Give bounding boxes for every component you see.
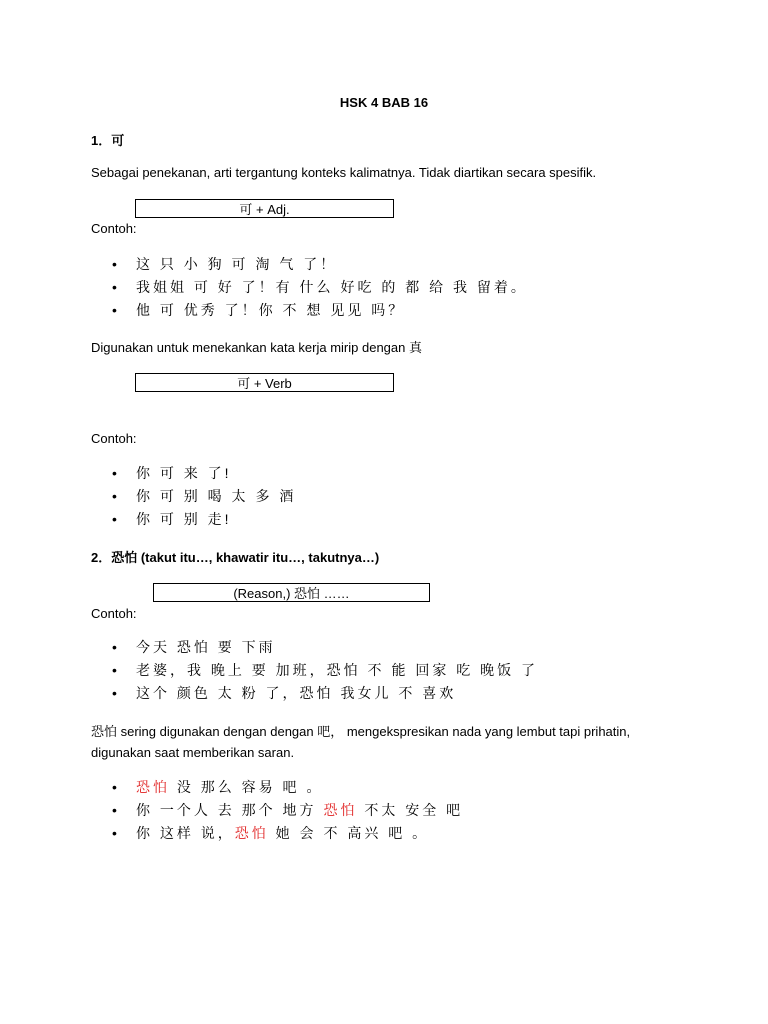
section-2-note-line-2: digunakan saat memberikan saran. bbox=[91, 745, 295, 760]
list-item: • 你 一个人 去 那个 地方 恐怕 不太 安全 吧 bbox=[112, 802, 464, 818]
list-item: • 这 只 小 狗 可 淘 气 了！ bbox=[112, 256, 338, 272]
list-item: • 你 这样 说，恐怕 她 会 不 高兴 吧 。 bbox=[112, 825, 430, 841]
list-item: • 恐怕 没 那么 容易 吧 。 bbox=[112, 779, 324, 795]
section-1-description-2: Digunakan untuk menekankan kata kerja mirip dengan 真 bbox=[91, 340, 422, 355]
highlight-kongpa: 恐怕 bbox=[136, 779, 170, 795]
formula-box-verb: 可 + Verb bbox=[135, 373, 394, 392]
list-item: • 这个 颜色 太 粉 了，恐怕 我女儿 不 喜欢 bbox=[112, 685, 457, 701]
examples-list-2 bbox=[112, 462, 296, 531]
examples-list-3 bbox=[112, 636, 538, 705]
list-item: • 他 可 优秀 了！你 不 想 见见 吗？ bbox=[112, 302, 406, 318]
highlight-kongpa: 恐怕 bbox=[323, 802, 358, 818]
list-item: • 你 可 别 喝 太 多 酒 bbox=[112, 488, 297, 504]
list-item: • 我姐姐 可 好 了！有 什么 好吃 的 都 给 我 留着。 bbox=[112, 279, 528, 295]
section-1-description: Sebagai penekanan, arti tergantung konteks kalimatnya. Tidak diartikan secara spesifik. bbox=[91, 165, 597, 180]
section-2-note-line-1: 恐怕 sering digunakan dengan dengan 吧， mengekspresikan nada yang lembut tapi prihatin, bbox=[91, 724, 631, 739]
list-item: • 你 可 来 了! bbox=[112, 465, 232, 481]
document-title: HSK 4 BAB 16 bbox=[339, 95, 429, 110]
list-item: • 你 可 别 走! bbox=[112, 511, 232, 527]
examples-list-4 bbox=[112, 776, 463, 845]
examples-list-1 bbox=[112, 253, 528, 322]
list-item: • 今天 恐怕 要 下雨 bbox=[112, 639, 276, 655]
contoh-label: Contoh: bbox=[91, 221, 137, 236]
list-item: • 老婆，我 晚上 要 加班，恐怕 不 能 回家 吃 晚饭 了 bbox=[112, 662, 539, 678]
section-1-heading: 1．可 bbox=[91, 133, 125, 148]
formula-box-adj: 可 + Adj. bbox=[135, 199, 394, 218]
contoh-label: Contoh: bbox=[91, 431, 137, 446]
formula-box-reason: (Reason,) 恐怕 …… bbox=[153, 583, 430, 602]
contoh-label: Contoh: bbox=[91, 606, 137, 621]
section-2-heading: 2．恐怕 (takut itu…, khawatir itu…, takutnya…) bbox=[91, 550, 380, 565]
highlight-kongpa: 恐怕 bbox=[234, 825, 269, 841]
